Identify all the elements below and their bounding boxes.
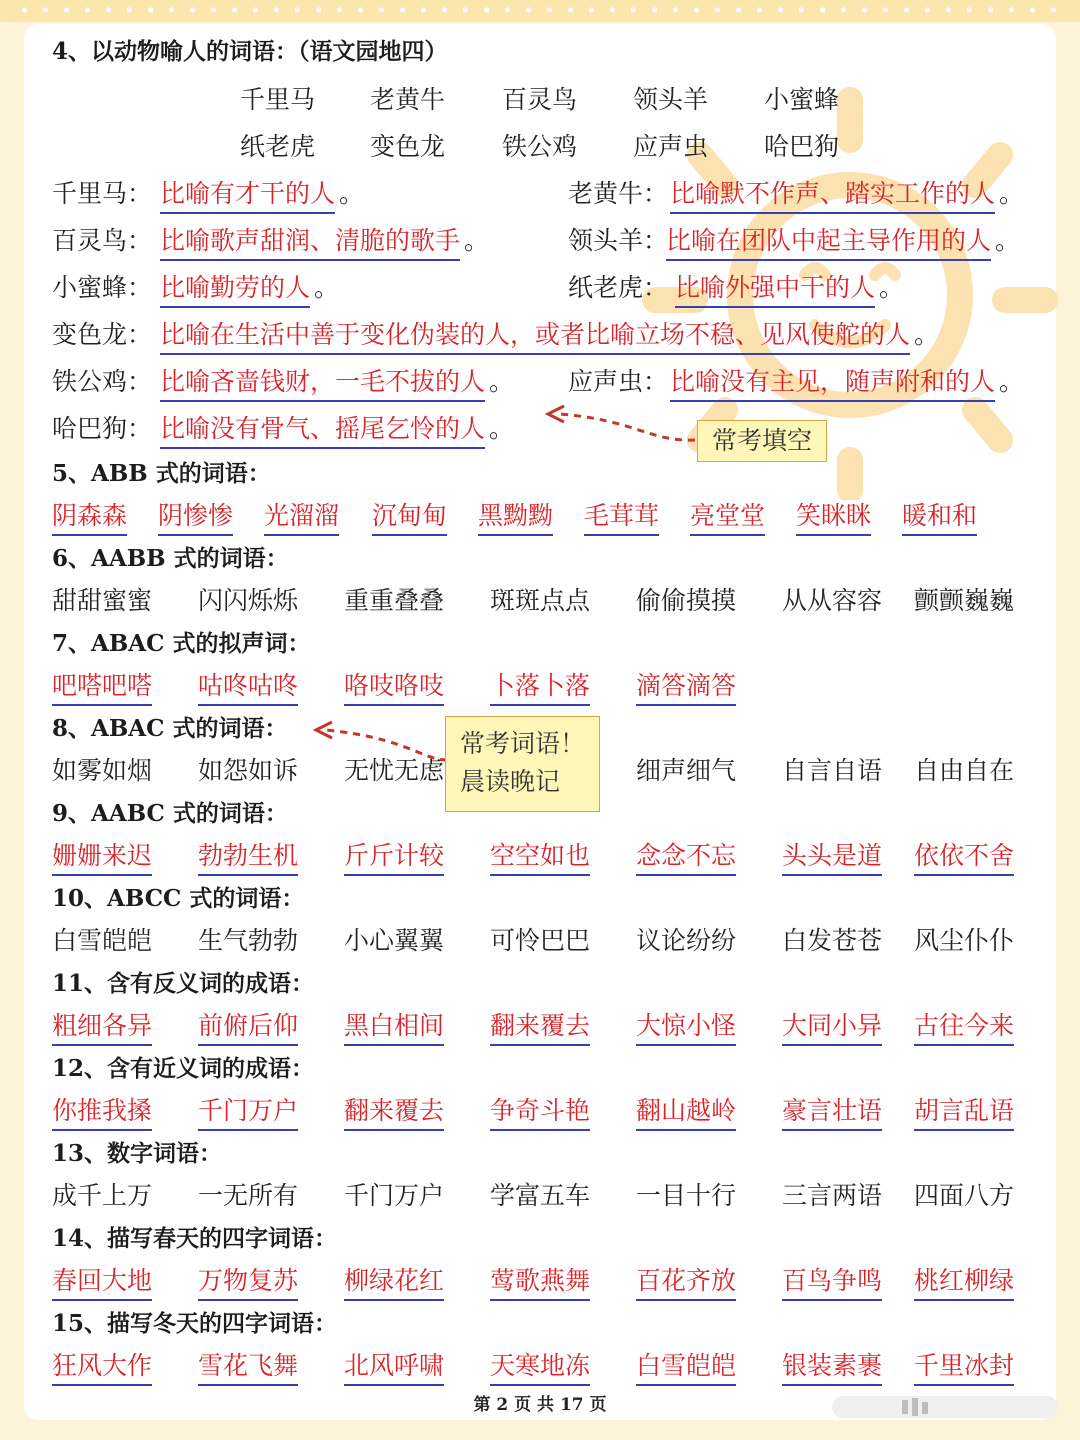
word-item: 颤颤巍巍 [914, 586, 1015, 615]
animal-word: 百灵鸟 [502, 85, 578, 114]
word-item: 莺歌燕舞 [490, 1263, 590, 1301]
definition-end-mark: 。 [995, 226, 1021, 255]
word-item: 狂风大作 [52, 1348, 152, 1386]
definition-text: 比喻在生活中善于变化伪装的人，或者比喻立场不稳、见风使舵的人 [160, 317, 910, 355]
definition-term: 小蜜蜂： [52, 273, 153, 302]
word-item: 前俯后仰 [198, 1008, 298, 1046]
word-item: 自言自语 [782, 756, 883, 785]
word-item: 银装素裹 [782, 1348, 882, 1386]
word-item: 柳绿花红 [344, 1263, 444, 1301]
word-item: 斑斑点点 [490, 586, 591, 615]
word-item: 粗细各异 [52, 1008, 152, 1046]
definition-text: 比喻默不作声、踏实工作的人 [670, 176, 995, 214]
section-8-heading: 8、ABAC 式的词语： [52, 715, 288, 742]
word-item: 吧嗒吧嗒 [52, 668, 152, 706]
word-item: 光溜溜 [264, 498, 339, 536]
section-15-heading: 15、描写冬天的四字词语： [52, 1310, 338, 1337]
word-item: 依依不舍 [914, 838, 1014, 876]
word-item: 空空如也 [490, 838, 590, 876]
page-footer: 第 2 页 共 17 页 [473, 1395, 607, 1415]
word-item: 古往今来 [914, 1008, 1014, 1046]
word-item: 你推我搡 [52, 1093, 152, 1131]
word-item: 阴森森 [52, 498, 127, 536]
word-item: 三言两语 [782, 1181, 883, 1210]
word-item: 风尘仆仆 [914, 926, 1015, 955]
definition-text: 比喻外强中干的人 [675, 270, 875, 308]
word-item: 甜甜蜜蜜 [52, 586, 153, 615]
animal-word: 哈巴狗 [764, 132, 840, 161]
word-item: 姗姗来迟 [52, 838, 152, 876]
animal-word: 领头羊 [633, 85, 709, 114]
word-item: 毛茸茸 [584, 498, 659, 536]
section-12-heading: 12、含有近义词的成语： [52, 1055, 315, 1082]
word-item: 沉甸甸 [372, 498, 447, 536]
section-11-heading: 11、含有反义词的成语： [52, 970, 315, 997]
word-item: 万物复苏 [198, 1263, 298, 1301]
top-dotted-border [0, 0, 1080, 22]
animal-word: 老黄牛 [370, 85, 446, 114]
definition-term: 哈巴狗： [52, 414, 153, 443]
word-item: 成千上万 [52, 1181, 153, 1210]
definition-term: 百灵鸟： [52, 226, 153, 255]
definition-term: 纸老虎： [568, 273, 669, 302]
watermark-logo-icon [832, 1396, 1058, 1418]
definition-term: 铁公鸡： [52, 367, 153, 396]
word-item: 咯吱咯吱 [344, 668, 444, 706]
definition-end-mark: 。 [999, 367, 1025, 396]
definition-end-mark: 。 [339, 179, 365, 208]
word-item: 千门万户 [344, 1181, 445, 1210]
definition-end-mark: 。 [914, 320, 940, 349]
definition-end-mark: 。 [489, 367, 515, 396]
word-item: 四面八方 [914, 1181, 1015, 1210]
definition-text: 比喻吝啬钱财，一毛不拔的人 [160, 364, 485, 402]
word-item: 暖和和 [902, 498, 977, 536]
word-item: 桃红柳绿 [914, 1263, 1014, 1301]
word-item: 从从容容 [782, 586, 883, 615]
word-item: 翻山越岭 [636, 1093, 736, 1131]
word-item: 亮堂堂 [690, 498, 765, 536]
word-item: 如雾如烟 [52, 756, 153, 785]
word-item: 生气勃勃 [198, 926, 299, 955]
word-item: 滴答滴答 [636, 668, 736, 706]
word-item: 胡言乱语 [914, 1093, 1014, 1131]
word-item: 翻来覆去 [490, 1008, 590, 1046]
word-item: 可怜巴巴 [490, 926, 591, 955]
word-item: 头头是道 [782, 838, 882, 876]
word-item: 小心翼翼 [344, 926, 445, 955]
section-14-heading: 14、描写春天的四字词语： [52, 1225, 338, 1252]
word-item: 千门万户 [198, 1093, 298, 1131]
section-7-heading: 7、ABAC 式的拟声词： [52, 630, 311, 657]
definition-text: 比喻歌声甜润、清脆的歌手 [160, 223, 460, 261]
animal-word: 铁公鸡 [502, 132, 578, 161]
animal-word: 千里马 [240, 85, 316, 114]
word-item: 勃勃生机 [198, 838, 298, 876]
word-item: 笑眯眯 [796, 498, 871, 536]
word-item: 无忧无虑 [344, 756, 445, 785]
definition-end-mark: 。 [489, 414, 515, 443]
animal-word: 纸老虎 [240, 132, 316, 161]
word-item: 白发苍苍 [782, 926, 883, 955]
word-item: 闪闪烁烁 [198, 586, 299, 615]
word-item: 重重叠叠 [344, 586, 445, 615]
note-common-words [445, 716, 600, 812]
word-item: 阴惨惨 [158, 498, 233, 536]
word-item: 千里冰封 [914, 1348, 1014, 1386]
word-item: 偷偷摸摸 [636, 586, 737, 615]
animal-word: 变色龙 [370, 132, 446, 161]
animal-word: 小蜜蜂 [764, 85, 840, 114]
note-line-2: 晨读晚记 [460, 767, 561, 796]
word-item: 翻来覆去 [344, 1093, 444, 1131]
word-item: 念念不忘 [636, 838, 736, 876]
definition-end-mark: 。 [314, 273, 340, 302]
section-10-heading: 10、ABCC 式的词语： [52, 885, 305, 912]
section-6-heading: 6、AABB 式的词语： [52, 545, 289, 572]
word-item: 天寒地冻 [490, 1348, 590, 1386]
word-item: 自由自在 [914, 756, 1015, 785]
word-item: 春回大地 [52, 1263, 152, 1301]
definition-text: 比喻没有主见，随声附和的人 [670, 364, 995, 402]
definition-text: 比喻有才干的人 [160, 176, 335, 214]
section-13-heading: 13、数字词语： [52, 1140, 223, 1167]
word-item: 卜落卜落 [490, 668, 590, 706]
word-item: 斤斤计较 [344, 838, 444, 876]
definition-end-mark: 。 [999, 179, 1025, 208]
definition-end-mark: 。 [464, 226, 490, 255]
section-9-heading: 9、AABC 式的词语： [52, 800, 288, 827]
word-item: 百花齐放 [636, 1263, 736, 1301]
word-item: 白雪皑皑 [636, 1348, 736, 1386]
definition-term: 老黄牛： [568, 179, 669, 208]
definition-term: 领头羊： [568, 226, 669, 255]
word-item: 学富五车 [490, 1181, 591, 1210]
word-item: 大惊小怪 [636, 1008, 736, 1046]
word-item: 百鸟争鸣 [782, 1263, 882, 1301]
note-common-fill-blank: 常考填空 [697, 420, 827, 462]
definition-term: 千里马： [52, 179, 153, 208]
definition-term: 应声虫： [568, 367, 669, 396]
note-line-1: 常考词语！ [460, 729, 586, 758]
word-item: 豪言壮语 [782, 1093, 882, 1131]
word-item: 白雪皑皑 [52, 926, 153, 955]
section-5-heading: 5、ABB 式的词语： [52, 460, 271, 487]
definition-text: 比喻在团队中起主导作用的人 [666, 223, 991, 261]
word-item: 争奇斗艳 [490, 1093, 590, 1131]
word-item: 一无所有 [198, 1181, 299, 1210]
word-item: 议论纷纷 [636, 926, 737, 955]
word-item: 雪花飞舞 [198, 1348, 298, 1386]
word-item: 黑黝黝 [478, 498, 553, 536]
word-item: 如怨如诉 [198, 756, 299, 785]
word-item: 黑白相间 [344, 1008, 444, 1046]
word-item: 一目十行 [636, 1181, 737, 1210]
definition-text: 比喻没有骨气、摇尾乞怜的人 [160, 411, 485, 449]
word-item: 大同小异 [782, 1008, 882, 1046]
definition-term: 变色龙： [52, 320, 153, 349]
word-item: 咕咚咕咚 [198, 668, 298, 706]
section-4-heading: 4、以动物喻人的词语：（语文园地四） [52, 38, 448, 65]
definition-end-mark: 。 [879, 273, 905, 302]
definition-text: 比喻勤劳的人 [160, 270, 310, 308]
animal-word: 应声虫 [633, 132, 709, 161]
word-item: 细声细气 [636, 756, 737, 785]
word-item: 北风呼啸 [344, 1348, 444, 1386]
